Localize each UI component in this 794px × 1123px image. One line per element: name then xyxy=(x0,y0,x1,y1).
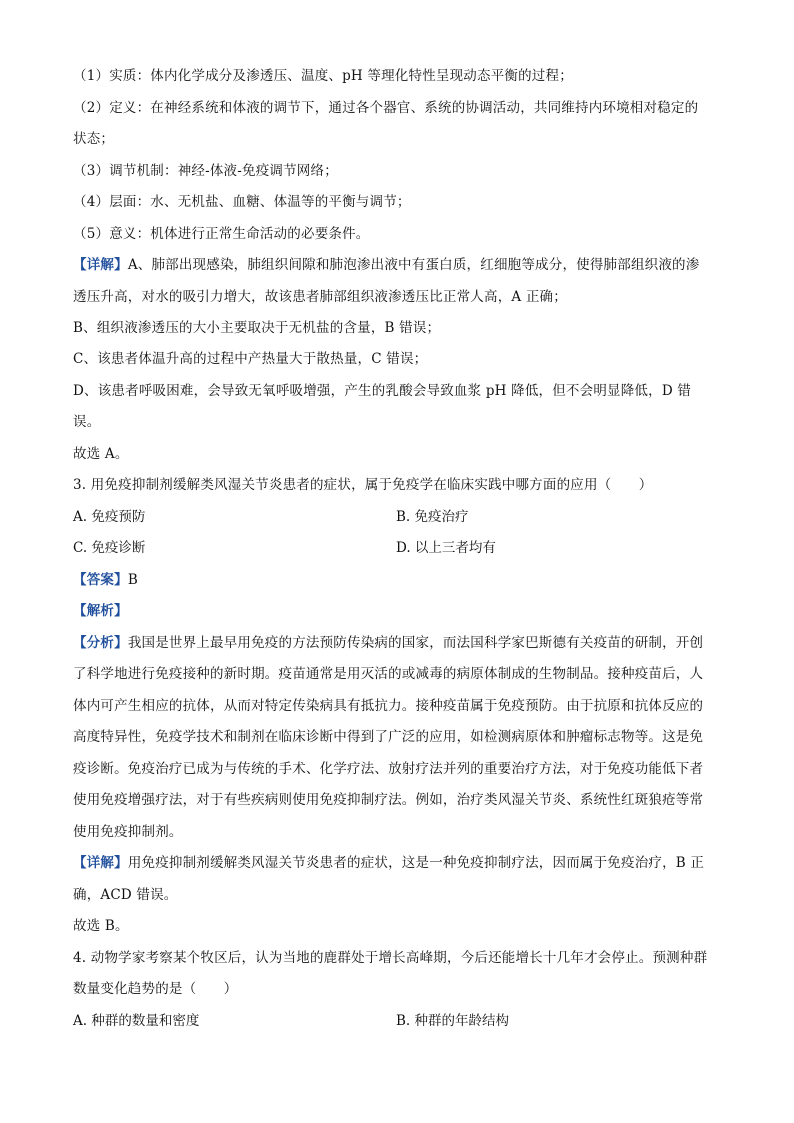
text-line: 使用免疫抑制剂。 xyxy=(73,824,183,840)
q3-option-b: B. 免疫治疗 xyxy=(396,509,469,525)
text-line: （2）定义：在神经系统和体液的调节下，通过各个器官、系统的协调活动，共同维持内环境相对稳定的 xyxy=(73,100,699,116)
text-line: 故选 A。 xyxy=(73,446,129,462)
text-line: 状态； xyxy=(73,131,115,147)
text-line: 【分析】我国是世界上最早用免疫的方法预防传染病的国家，而法国科学家巴斯德有关疫苗的研制，开创 xyxy=(73,635,704,651)
q4-option-a: A. 种群的数量和密度 xyxy=(73,1013,200,1029)
text-line: （3）调节机制：神经-体液-免疫调节网络； xyxy=(73,163,338,179)
text-line: （1）实质：体内化学成分及渗透压、温度、pH 等理化特性呈现动态平衡的过程； xyxy=(73,68,573,84)
answer-value: B xyxy=(127,572,138,588)
text-line: 疫诊断。免疫治疗已成为与传统的手术、化学疗法、放射疗法并列的重要治疗方法，对于免疫功能低下者 xyxy=(73,761,704,777)
detail-tag: 【详解】 xyxy=(73,855,128,871)
question-4-stem-cont: 数量变化趋势的是（ ） xyxy=(73,981,238,997)
question-4-stem: 4. 动物学家考察某个牧区后，认为当地的鹿群处于增长高峰期，今后还能增长十几年才会停止。预测种群 xyxy=(73,950,708,966)
text-line: C、该患者体温升高的过程中产热量大于散热量，C 错误； xyxy=(73,351,428,367)
detail-tag: 【详解】 xyxy=(73,257,128,273)
q4-option-b: B. 种群的年龄结构 xyxy=(396,1013,510,1029)
text-line: （5）意义：机体进行正常生命活动的必要条件。 xyxy=(73,226,370,242)
question-3-stem: 3. 用免疫抑制剂缓解类风湿关节炎患者的症状，属于免疫学在临床实践中哪方面的应用（ ） xyxy=(73,477,653,493)
text-line: 【详解】用免疫抑制剂缓解类风湿关节炎患者的症状，这是一种免疫抑制疗法，因而属于免疫治疗，B 正 xyxy=(73,855,705,871)
q3-option-a: A. 免疫预防 xyxy=(73,509,146,525)
text-line: 透压升高，对水的吸引力增大，故该患者肺部组织液渗透压比正常人高，A 正确； xyxy=(73,289,567,305)
text-line: （4）层面：水、无机盐、血糖、体温等的平衡与调节； xyxy=(73,194,411,210)
text-line: 使用免疫增强疗法，对于有些疾病则使用免疫抑制疗法。例如，治疗类风湿关节炎、系统性红斑狼疮等常 xyxy=(73,792,704,808)
text-line: 故选 B。 xyxy=(73,918,129,934)
text-line: 确，ACD 错误。 xyxy=(73,887,178,903)
text-line: D、该患者呼吸困难，会导致无氧呼吸增强，产生的乳酸会导致血浆 pH 降低，但不会明显降低，D 错 xyxy=(73,383,692,399)
text-line: 体内可产生相应的抗体，从而对特定传染病具有抵抗力。接种疫苗属于免疫预防。由于抗原和抗体反应的 xyxy=(73,698,704,714)
q3-option-d: D. 以上三者均有 xyxy=(396,540,496,556)
text-line: 高度特异性，免疫学技术和制剂在临床诊断中得到了广泛的应用，如检测病原体和肿瘤标志物等。这是免 xyxy=(73,729,704,745)
text-line: 了科学地进行免疫接种的新时期。疫苗通常是用灭活的或减毒的病原体制成的生物制品。接种疫苗后，人 xyxy=(73,666,704,682)
q3-option-c: C. 免疫诊断 xyxy=(73,540,146,556)
analysis-tag: 【分析】 xyxy=(73,635,128,651)
text-line: 误。 xyxy=(73,414,101,430)
text-line: 【详解】A、肺部出现感染，肺组织间隙和肺泡渗出液中有蛋白质，红细胞等成分，使得肺部组织液的渗 xyxy=(73,257,700,273)
answer-line xyxy=(73,571,723,589)
answer-tag: 【答案】 xyxy=(73,572,128,588)
text-line: B、组织液渗透压的大小主要取决于无机盐的含量，B 错误； xyxy=(73,320,441,336)
analysis-header: 【解析】 xyxy=(73,603,128,619)
